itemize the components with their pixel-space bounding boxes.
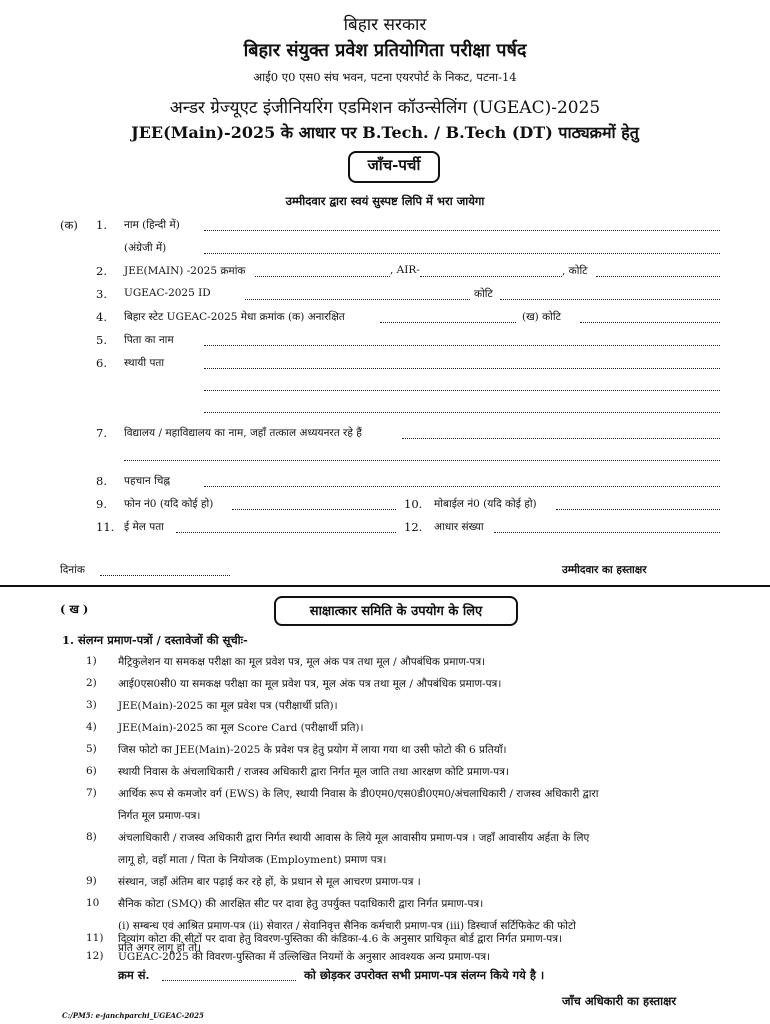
ugeac-id-field[interactable] — [245, 299, 470, 300]
merit-category-label: (ख) कोटि — [522, 311, 561, 323]
document-item-number: 1) — [86, 655, 97, 667]
header-board-name: बिहार संयुक्त प्रवेश प्रतियोगिता परीक्षा पर्षद — [243, 40, 527, 61]
identification-mark-label: पहचान चिह्न — [124, 475, 171, 487]
document-item-text: आई0एस0सी0 या समकक्ष परीक्षा का मूल प्रवेश पत्र, मूल अंक पत्र तथा मूल / औपबंधिक प्रमाण-पत्र। — [118, 678, 502, 690]
document-item-text: मैट्रिकुलेशन या समकक्ष परीक्षा का मूल प्रवेश पत्र, मूल अंक पत्र तथा मूल / औपबंधिक प्रमाण-पत्र। — [118, 656, 486, 668]
document-item-text: लागू हो, वहाँ माता / पिता के नियोजक (Employment) प्रमाण पत्र। — [118, 854, 387, 866]
document-item-number: 5) — [86, 743, 97, 755]
category-label: , कोटि — [562, 265, 588, 277]
identification-mark-field[interactable] — [204, 486, 720, 487]
ugeac-category-label: कोटि — [474, 288, 493, 300]
email-label: ई मेल पता — [124, 521, 164, 533]
field-10-number: 10. — [404, 497, 423, 511]
document-item-text: संस्थान, जहाँ अंतिम बार पढ़ाई कर रहे हों, के प्रधान से मूल आचरण प्रमाण-पत्र । — [118, 876, 421, 888]
field-7-number: 7. — [96, 426, 107, 440]
date-field[interactable] — [100, 575, 230, 576]
candidate-signature-label: उम्मीदवार का हस्ताक्षर — [562, 564, 647, 576]
father-name-label: पिता का नाम — [124, 334, 174, 346]
header-course: JEE(Main)-2025 के आधार पर B.Tech. / B.Tech (DT) पाठ्यक्रमों हेतु — [131, 123, 639, 142]
address-label: स्थायी पता — [124, 357, 165, 369]
aadhaar-label: आधार संख्या — [434, 521, 484, 533]
merit-label: बिहार स्टेट UGEAC-2025 मेधा क्रमांक (क) अनारक्षित — [124, 311, 345, 323]
field-9-number: 9. — [96, 497, 107, 511]
document-item-number: 4) — [86, 721, 97, 733]
document-item-number: 8) — [86, 831, 97, 843]
closing-statement: को छोड़कर उपरोक्त सभी प्रमाण-पत्र संलग्न किये गये है । — [304, 968, 545, 982]
date-label: दिनांक — [60, 564, 85, 576]
section-b-label: ( ख ) — [60, 602, 89, 616]
field-12-number: 12. — [404, 520, 423, 534]
phone-label: फोन नं0 (यदि कोई हो) — [124, 498, 214, 510]
section-divider — [0, 585, 770, 587]
category-field[interactable] — [596, 276, 720, 277]
institute-field-1[interactable] — [402, 438, 720, 439]
committee-title: साक्षात्कार समिति के उपयोग के लिए — [309, 604, 483, 619]
name-hindi-label: नाम (हिन्दी में) — [124, 219, 180, 231]
document-item-text: निर्गत मूल प्रमाण-पत्र। — [118, 810, 201, 822]
document-item-text: JEE(Main)-2025 का मूल प्रवेश पत्र (परीक्षार्थी प्रति)। — [118, 700, 338, 712]
address-field-3[interactable] — [204, 412, 720, 413]
aadhaar-field[interactable] — [494, 532, 720, 533]
document-item-text: सैनिक कोटा (SMQ) की आरक्षित सीट पर दावा हेतु उपर्युक्त पदाधिकारी द्वारा निर्गत प्रमाण-पत्र। — [118, 898, 484, 910]
header-ugeac: अन्डर ग्रेज्यूएट इंजीनियरिंग एडमिशन कॉउन्सेलिंग (UGEAC)-2025 — [169, 98, 601, 118]
section-a-label: (क) — [60, 218, 78, 232]
document-item-text: अंचलाधिकारी / राजस्व अधिकारी द्वारा निर्गत स्थायी आवास के लिये मूल आवासीय प्रमाण-पत्र । जहाँ आवासीय अर्हता के लिए — [118, 832, 590, 844]
mobile-field[interactable] — [556, 509, 720, 510]
document-item-number: 9) — [86, 875, 97, 887]
ugeac-category-field[interactable] — [500, 299, 720, 300]
institute-label: विद्यालय / महाविद्यालय का नाम, जहाँ तत्काल अध्ययनरत रहे हैं — [124, 427, 362, 439]
father-name-field[interactable] — [204, 345, 720, 346]
document-item-number: 10 — [86, 897, 100, 909]
field-4-number: 4. — [96, 310, 107, 324]
closing-serial-label: क्रम सं. — [118, 968, 150, 982]
officer-signature-label: जाँच अधिकारी का हस्ताक्षर — [562, 994, 677, 1008]
name-english-label: (अंग्रेजी में) — [124, 242, 167, 254]
name-hindi-field[interactable] — [204, 230, 720, 231]
document-item-number: 2) — [86, 677, 97, 689]
phone-field[interactable] — [232, 509, 396, 510]
merit-unreserved-field[interactable] — [380, 322, 516, 323]
ugeac-id-label: UGEAC-2025 ID — [124, 287, 211, 299]
document-item-text: स्थायी निवास के अंचलाधिकारी / राजस्व अधिकारी द्वारा निर्गत मूल जाति तथा आरक्षण कोटि प्रमाण-पत्र। — [118, 766, 509, 778]
document-item-number: 7) — [86, 787, 97, 799]
field-8-number: 8. — [96, 474, 107, 488]
closing-serial-field[interactable] — [162, 980, 296, 981]
field-6-number: 6. — [96, 356, 107, 370]
fill-instruction: उम्मीदवार द्वारा स्वयं सुस्पष्ट लिपि में भरा जायेगा — [285, 194, 485, 208]
form-title: जाँच-पर्ची — [367, 156, 421, 174]
name-english-field[interactable] — [204, 253, 720, 254]
document-item-text: UGEAC-2025 की विवरण-पुस्तिका में उल्लिखित नियमों के अनुसार आवश्यक अन्य प्रमाण-पत्र। — [118, 951, 491, 963]
documents-list-heading: 1. संलग्न प्रमाण-पत्रों / दस्तावेजों की सूचीः- — [62, 633, 248, 647]
institute-field-2[interactable] — [124, 460, 720, 461]
field-2-number: 2. — [96, 264, 107, 278]
document-item-number: 3) — [86, 699, 97, 711]
air-label: , AIR- — [390, 264, 420, 276]
header-govt: बिहार सरकार — [343, 15, 427, 35]
air-field[interactable] — [420, 276, 562, 277]
field-1-number: 1. — [96, 218, 107, 232]
document-item-text: JEE(Main)-2025 का मूल Score Card (परीक्षार्थी प्रति)। — [118, 722, 364, 734]
document-item-number: 11) — [86, 932, 104, 944]
address-field-2[interactable] — [204, 390, 720, 391]
document-item-number: 6) — [86, 765, 97, 777]
document-item-number: 12) — [86, 950, 104, 962]
document-item-text: आर्थिक रूप से कमजोर वर्ग (EWS) के लिए, स्थायी निवास के डी0एम0/एस0डी0एम0/अंचलाधिकारी / राजस्व अधिकारी द्वारा — [118, 788, 599, 800]
document-item-text: दिव्यांग कोटा की सीटों पर दावा हेतु विवरण-पुस्तिका की कंडिका-4.6 के अनुसार प्राधिकृत बोर्ड द्वारा निर्गत प्रमाण-पत्र। — [118, 933, 563, 945]
field-3-number: 3. — [96, 287, 107, 301]
address-field-1[interactable] — [204, 368, 720, 369]
document-item-text: जिस फोटो का JEE(Main)-2025 के प्रवेश पत्र हेतु प्रयोग में लाया गया था उसी फोटो की 6 प्रतियाँ। — [118, 744, 507, 756]
merit-category-field[interactable] — [580, 322, 720, 323]
field-5-number: 5. — [96, 333, 107, 347]
field-11-number: 11. — [96, 520, 115, 534]
header-address: आई0 ए0 एस0 संघ भवन, पटना एयरपोर्ट के निकट, पटना-14 — [253, 70, 517, 84]
mobile-label: मोबाईल नं0 (यदि कोई हो) — [434, 498, 537, 510]
document-item-text: प्रति अगर लागू हो तो। — [118, 942, 201, 954]
jee-roll-field[interactable] — [255, 276, 390, 277]
footer-path: C:/PM5: e-janchparchi_UGEAC-2025 — [62, 1011, 204, 1020]
email-field[interactable] — [176, 532, 396, 533]
jee-roll-label: JEE(MAIN) -2025 क्रमांक — [124, 265, 246, 277]
document-item-text: (i) सम्बन्ध एवं आश्रित प्रमाण-पत्र (ii) सेवारत / सेवानिवृत्त सैनिक कर्मचारी प्रमाण-पत्र (iii) डिस्चार्ज सर्टिफिकेट की फोटो — [118, 920, 576, 932]
